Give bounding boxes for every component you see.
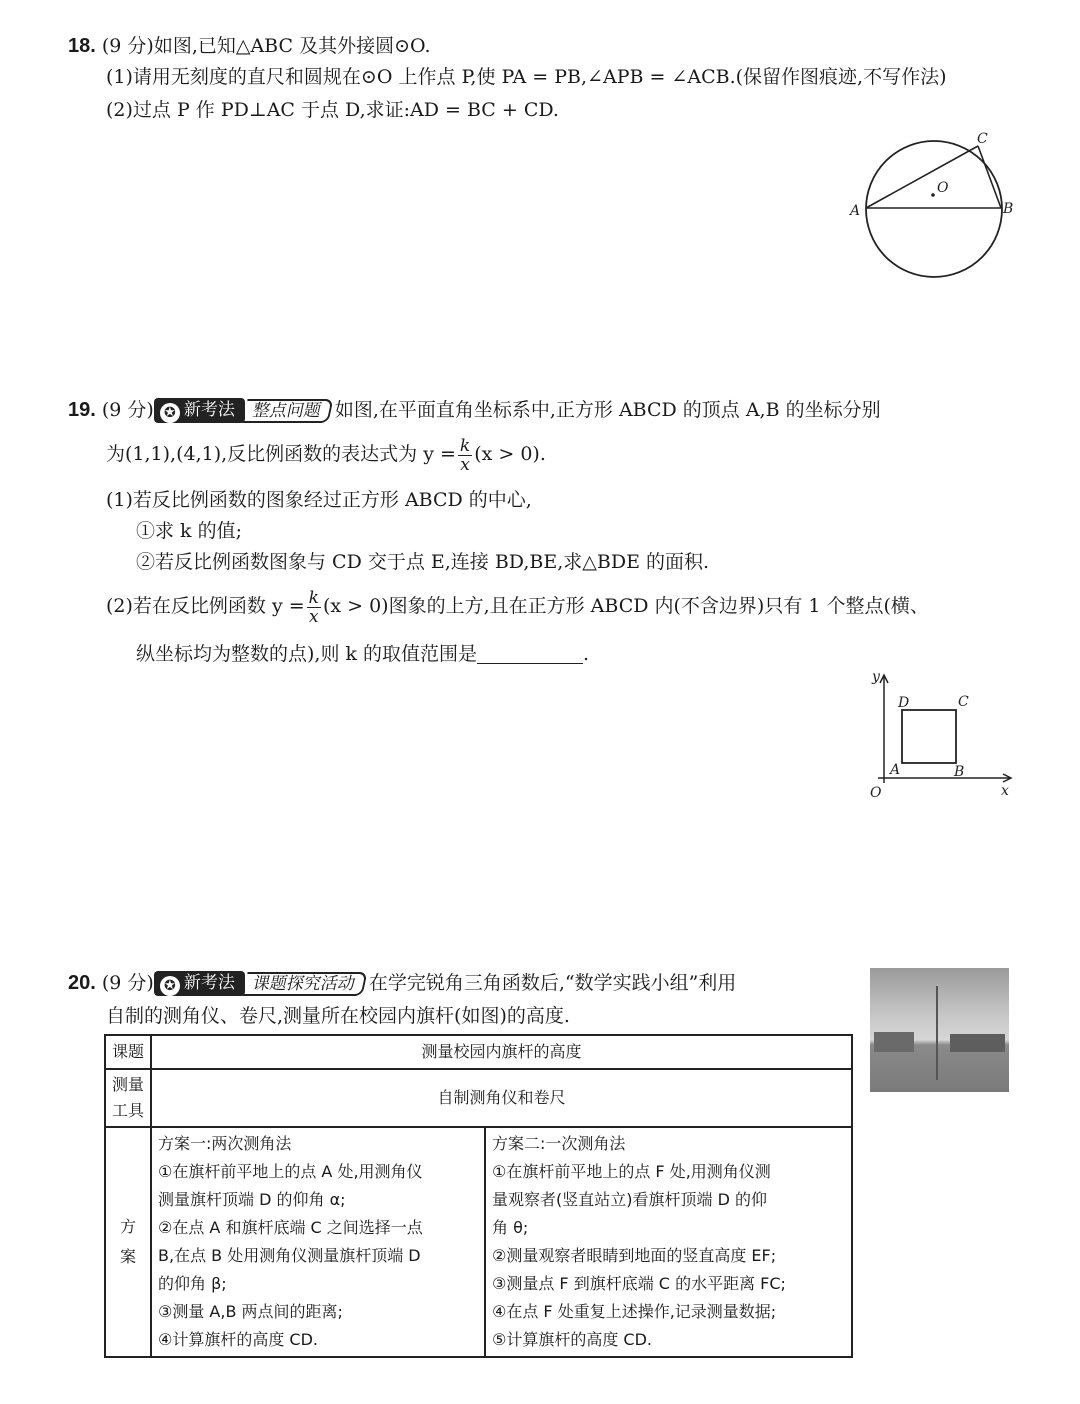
q20-tag-topic: 课题探究活动	[242, 972, 367, 996]
q19-part2-b: (x > 0)图象的上方,且在正方形 ABCD 内(不含边界)只有 1 个整点(横、	[322, 595, 929, 617]
q19-part2-line1	[106, 588, 929, 626]
q19-stem-b1: 为(1,1),(4,1),反比例函数的表达式为 y =	[106, 443, 456, 465]
label-x: x	[1001, 783, 1009, 799]
q19-part2-line2: 纵坐标均为整数的点),则 k 的取值范围是 .	[136, 643, 590, 665]
tools-value: 自制测角仪和卷尺	[151, 1069, 852, 1127]
q20-score: (9 分)	[101, 972, 154, 994]
q19-fraction: $\frac{k}{x}$	[459, 435, 471, 475]
plans-label: 方 案	[105, 1127, 151, 1357]
q19-score: (9 分)	[101, 399, 154, 421]
label-O: O	[870, 785, 882, 801]
tools-label: 测量 工具	[105, 1069, 151, 1127]
center-point	[931, 193, 935, 197]
label-B: B	[954, 764, 965, 780]
topic-label: 课题	[105, 1035, 151, 1069]
table-row-topic	[105, 1035, 852, 1069]
q19-stem-line2	[106, 436, 546, 474]
q18-circle-figure	[840, 120, 1040, 280]
building-right	[950, 1034, 1005, 1052]
label-O: O	[937, 180, 949, 196]
segment-AC	[866, 146, 978, 208]
q18-stem-line	[68, 33, 431, 59]
q20-stem-b: 自制的测角仪、卷尺,测量所在校园内旗杆(如图)的高度.	[106, 1005, 570, 1027]
label-y: y	[872, 669, 880, 685]
flagpole-photo	[870, 968, 1009, 1092]
q20-number: 20.	[68, 972, 96, 994]
q19-part1: (1)若反比例函数的图象经过正方形 ABCD 的中心,	[106, 489, 532, 511]
q18-part2: (2)过点 P 作 PD⊥AC 于点 D,求证:AD = BC + CD.	[106, 99, 559, 121]
star-icon: ✪	[160, 403, 180, 423]
segment-CB	[978, 146, 1001, 208]
q19-tag-topic: 整点问题	[242, 399, 333, 423]
label-D: D	[898, 695, 910, 711]
q19-stem-line1	[68, 397, 881, 423]
label-C: C	[977, 131, 988, 147]
flagpole	[936, 986, 938, 1080]
plan-two: 方案二:一次测角法 ①在旗杆前平地上的点 F 处,用测角仪测 量观察者(竖直站立)看旗杆顶端 D 的仰 角 θ; ②测量观察者眼睛到地面的竖直高度 EF; ③测量点 F 到旗杆底端 C 的水平距离 FC; ④在点 F 处重复上述操作,记录测量数据; ⑤计算旗杆的高度 CD.	[485, 1127, 852, 1357]
q19-part1-i: ①求 k 的值;	[136, 520, 242, 542]
label-A: A	[850, 203, 861, 219]
q19-stem-a: 如图,在平面直角坐标系中,正方形 ABCD 的顶点 A,B 的坐标分别	[334, 399, 881, 421]
circumcircle	[866, 141, 1002, 277]
star-icon: ✪	[160, 976, 180, 996]
q20-stem-line1	[68, 970, 736, 996]
table-row-tools	[105, 1069, 852, 1127]
q20-plan-table	[104, 1034, 853, 1358]
q18-number: 18.	[68, 35, 96, 57]
q18-stem: (9 分)如图,已知△ABC 及其外接圆⊙O.	[101, 35, 431, 57]
q19-part2-a: (2)若在反比例函数 y =	[106, 595, 305, 617]
q20-tag-new-method: ✪ 新考法	[154, 971, 245, 996]
q19-part1-ii: ②若反比例函数图象与 CD 交于点 E,连接 BD,BE,求△BDE 的面积.	[136, 551, 710, 573]
building-left	[874, 1032, 914, 1052]
q19-number: 19.	[68, 399, 96, 421]
label-B: B	[1003, 201, 1014, 217]
q19-tag-new-method: ✪ 新考法	[154, 398, 245, 423]
q19-part2-c: 纵坐标均为整数的点),则 k 的取值范围是	[136, 643, 478, 665]
answer-blank[interactable]	[477, 643, 583, 664]
square-ABCD	[902, 710, 956, 763]
plan-one: 方案一:两次测角法 ①在旗杆前平地上的点 A 处,用测角仪 测量旗杆顶端 D 的仰角 α; ②在点 A 和旗杆底端 C 之间选择一点 B,在点 B 处用测角仪测量旗杆顶端 D 的仰角 β; ③测量 A,B 两点间的距离; ④计算旗杆的高度 CD.	[151, 1127, 485, 1357]
label-C: C	[958, 694, 969, 710]
q19-coordinate-figure	[860, 665, 1030, 805]
q20-stem-a: 在学完锐角三角函数后,“数学实践小组”利用	[368, 972, 737, 994]
q19-stem-b2: (x > 0).	[474, 443, 546, 465]
topic-value: 测量校园内旗杆的高度	[151, 1035, 852, 1069]
q18-part1: (1)请用无刻度的直尺和圆规在⊙O 上作点 P,使 PA = PB,∠APB = ∠ACB.(保留作图痕迹,不写作法)	[106, 66, 947, 88]
table-row-plans	[105, 1127, 852, 1357]
q19-fraction-2: $\frac{k}{x}$	[308, 587, 319, 627]
label-A: A	[890, 762, 901, 778]
